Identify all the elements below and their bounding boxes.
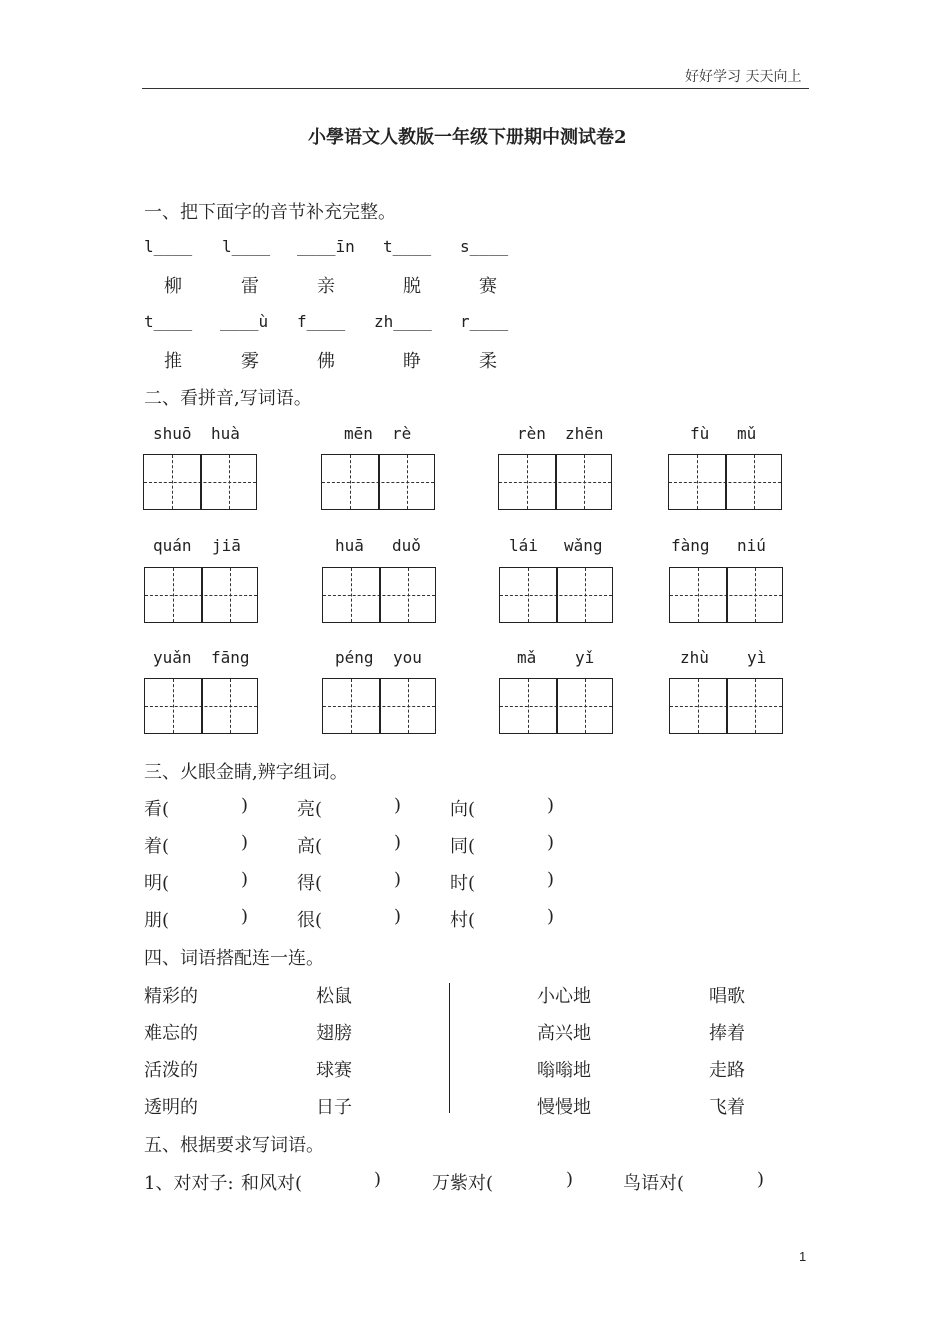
s1-char-1-5: 赛 — [479, 276, 497, 297]
s3-item: 向( — [450, 799, 476, 820]
s4-word: 捧着 — [709, 1023, 745, 1044]
s3-close: ) — [394, 795, 402, 816]
writing-grid[interactable] — [143, 454, 257, 510]
s2-pinyin: lái — [509, 536, 538, 555]
s3-item: 村( — [450, 910, 476, 931]
s1-char-1-1: 柳 — [164, 276, 182, 297]
s3-close: ) — [547, 906, 555, 927]
s2-pinyin: fāng — [211, 648, 250, 667]
s1-char-2-2: 雾 — [241, 351, 259, 372]
s3-close: ) — [394, 869, 402, 890]
s2-pinyin: huā — [335, 536, 364, 555]
s3-close: ) — [241, 906, 249, 927]
s5-close: ) — [757, 1169, 765, 1190]
s2-pinyin: péng — [335, 648, 374, 667]
s2-pinyin: rè — [392, 424, 412, 443]
s1-pinyin-1-4: t____ — [383, 237, 432, 256]
s3-close: ) — [394, 906, 402, 927]
s5-pair: 万紫对( — [432, 1173, 494, 1194]
s3-item: 很( — [297, 910, 323, 931]
s4-word: 飞着 — [709, 1097, 745, 1118]
s1-char-1-2: 雷 — [241, 276, 259, 297]
s1-pinyin-2-1: t____ — [144, 312, 193, 331]
s4-word: 唱歌 — [709, 986, 745, 1007]
header-rule — [142, 88, 809, 89]
s3-close: ) — [547, 832, 555, 853]
s3-close: ) — [547, 869, 555, 890]
s2-pinyin: yǐ — [575, 648, 595, 667]
s2-pinyin: fù — [690, 424, 710, 443]
s4-word: 小心地 — [537, 986, 591, 1007]
s1-pinyin-1-5: s____ — [460, 237, 509, 256]
writing-grid[interactable] — [499, 567, 613, 623]
s3-close: ) — [547, 795, 555, 816]
s4-word: 走路 — [709, 1060, 745, 1081]
s2-pinyin: fàng — [671, 536, 710, 555]
s1-pinyin-1-1: l____ — [144, 237, 193, 256]
section5-heading: 五、根据要求写词语。 — [144, 1135, 324, 1156]
s5-item1-prefix: 1、对对子: — [144, 1173, 234, 1194]
s1-char-2-1: 推 — [164, 351, 182, 372]
s2-pinyin: wǎng — [564, 536, 603, 555]
s1-char-2-5: 柔 — [479, 351, 497, 372]
writing-grid[interactable] — [321, 454, 435, 510]
matching-divider — [449, 983, 450, 1113]
section4-heading: 四、词语搭配连一连。 — [144, 948, 324, 969]
writing-grid[interactable] — [322, 678, 436, 734]
s1-pinyin-1-2: l____ — [222, 237, 271, 256]
writing-grid[interactable] — [144, 678, 258, 734]
s1-char-2-3: 佛 — [317, 351, 335, 372]
s4-word: 精彩的 — [144, 986, 198, 1007]
s3-item: 着( — [144, 836, 170, 857]
s4-word: 难忘的 — [144, 1023, 198, 1044]
s3-item: 高( — [297, 836, 323, 857]
s5-pair: 鸟语对( — [623, 1173, 685, 1194]
s2-pinyin: shuō — [153, 424, 192, 443]
s4-word: 日子 — [316, 1097, 352, 1118]
s4-word: 透明的 — [144, 1097, 198, 1118]
section1-heading: 一、把下面字的音节补充完整。 — [144, 202, 396, 223]
s3-close: ) — [394, 832, 402, 853]
writing-grid[interactable] — [322, 567, 436, 623]
s3-item: 明( — [144, 873, 170, 894]
writing-grid[interactable] — [499, 678, 613, 734]
s2-pinyin: niú — [737, 536, 766, 555]
s2-pinyin: you — [393, 648, 422, 667]
s2-pinyin: mēn — [344, 424, 373, 443]
section3-heading: 三、火眼金睛,辨字组词。 — [144, 762, 348, 783]
s3-close: ) — [241, 795, 249, 816]
s1-pinyin-2-2: ____ù — [220, 312, 269, 331]
page-number: 1 — [799, 1249, 807, 1264]
s1-pinyin-1-3: ____īn — [297, 237, 355, 256]
s2-pinyin: yuǎn — [153, 648, 192, 667]
s2-pinyin: mǎ — [517, 648, 537, 667]
s3-item: 看( — [144, 799, 170, 820]
section2-heading: 二、看拼音,写词语。 — [144, 388, 312, 409]
s4-word: 活泼的 — [144, 1060, 198, 1081]
s2-pinyin: zhù — [680, 648, 709, 667]
s1-char-1-4: 脱 — [403, 276, 421, 297]
writing-grid[interactable] — [144, 567, 258, 623]
s1-char-1-3: 亲 — [317, 276, 335, 297]
writing-grid[interactable] — [669, 678, 783, 734]
s3-close: ) — [241, 869, 249, 890]
s4-word: 嗡嗡地 — [537, 1060, 591, 1081]
s2-pinyin: yì — [747, 648, 767, 667]
s4-word: 球赛 — [316, 1060, 352, 1081]
s2-pinyin: jiā — [212, 536, 241, 555]
writing-grid[interactable] — [669, 567, 783, 623]
page-title: 小學语文人教版一年级下册期中测试卷2 — [308, 127, 627, 148]
s5-pair: 和风对( — [241, 1173, 303, 1194]
s4-word: 翅膀 — [316, 1023, 352, 1044]
s2-pinyin: zhēn — [565, 424, 604, 443]
s4-word: 慢慢地 — [537, 1097, 591, 1118]
s4-word: 松鼠 — [316, 986, 352, 1007]
s1-char-2-4: 睁 — [403, 351, 421, 372]
s2-pinyin: mǔ — [737, 424, 757, 443]
s1-pinyin-2-3: f____ — [297, 312, 346, 331]
s1-pinyin-2-4: zh____ — [374, 312, 432, 331]
header-text: 好好学习 天天向上 — [685, 69, 802, 85]
s5-close: ) — [566, 1169, 574, 1190]
s2-pinyin: duǒ — [392, 536, 421, 555]
s3-item: 时( — [450, 873, 476, 894]
s2-pinyin: quán — [153, 536, 192, 555]
s3-item: 同( — [450, 836, 476, 857]
s3-item: 亮( — [297, 799, 323, 820]
s2-pinyin: huà — [211, 424, 240, 443]
writing-grid[interactable] — [668, 454, 782, 510]
s3-close: ) — [241, 832, 249, 853]
s4-word: 高兴地 — [537, 1023, 591, 1044]
s3-item: 得( — [297, 873, 323, 894]
writing-grid[interactable] — [498, 454, 612, 510]
s5-close: ) — [374, 1169, 382, 1190]
s1-pinyin-2-5: r____ — [460, 312, 509, 331]
s3-item: 朋( — [144, 910, 170, 931]
s2-pinyin: rèn — [517, 424, 546, 443]
